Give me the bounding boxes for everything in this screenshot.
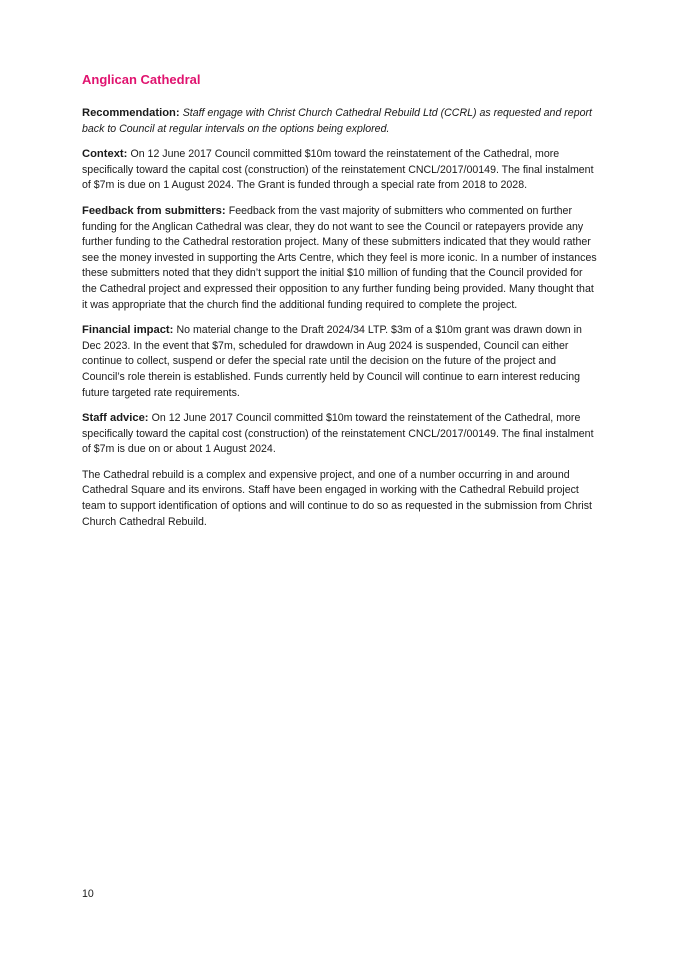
feedback-label: Feedback from submitters: — [82, 204, 229, 217]
closing-paragraph: The Cathedral rebuild is a complex and expensive project, and one of a number occurring in and around Cathedral Square and its environs. Staff have been engaged in working with the Cathedral Rebuild project team to support identification of options and will continue to do so as requested in the submission from Christ Church Cathedral Rebuild. — [82, 468, 592, 528]
feedback-paragraph — [82, 204, 598, 313]
document-page — [82, 72, 598, 540]
financial-impact-text: No material change to the Draft 2024/34 LTP. $3m of a $10m grant was drawn down in Dec 2023. In the event that $7m, scheduled for drawdown in Aug 2024 is suspended, Council can either continue to collect, suspend or defer the special rate until the decision on the future of the project and Council’s role therein is established. Funds currently held by Council will continue to earn interest reducing future targeted rate requirements. — [82, 324, 582, 399]
page-number: 10 — [82, 888, 94, 900]
staff-advice-paragraph — [82, 411, 598, 458]
staff-advice-label: Staff advice: — [82, 412, 152, 425]
recommendation-label: Recommendation: — [82, 107, 183, 119]
context-label: Context: — [82, 148, 131, 161]
context-text: On 12 June 2017 Council committed $10m toward the reinstatement of the Cathedral, more specifically toward the capital cost (construction) of the reinstatement CNCL/2017/00149. The final instalment of $7m is due on 1 August 2024. The Grant is funded through a special rate from 2018 to 2028. — [82, 148, 594, 192]
context-paragraph — [82, 147, 598, 194]
financial-impact-label: Financial impact: — [82, 324, 177, 337]
section-heading: Anglican Cathedral — [82, 72, 201, 87]
recommendation-text: Staff engage with Christ Church Cathedral Rebuild Ltd (CCRL) as requested and report back to Council at regular intervals on the options being explored. — [82, 107, 592, 135]
financial-impact-paragraph — [82, 323, 598, 401]
recommendation-paragraph — [82, 106, 598, 137]
staff-advice-text: On 12 June 2017 Council committed $10m toward the reinstatement of the Cathedral, more specifically toward the capital cost (construction) of the reinstatement CNCL/2017/00149. The final instalment of $7m is due on or about 1 August 2024. — [82, 412, 594, 456]
feedback-text: Feedback from the vast majority of submitters who commented on further funding for the Anglican Cathedral was clear, they do not want to see the Council or ratepayers provide any further funding to the Cathedral restoration project. Many of these submitters indicated that they would rather see the money invested in supporting the Arts Centre, which they feel is more iconic. In a number of instances these submitters noted that they didn’t support the initial $10 million of funding that the Council provided for the Cathedral project and expressed their opposition to any further funding being provided. Many thought that it was appropriate that the church find the additional funding required to complete the project. — [82, 204, 597, 311]
